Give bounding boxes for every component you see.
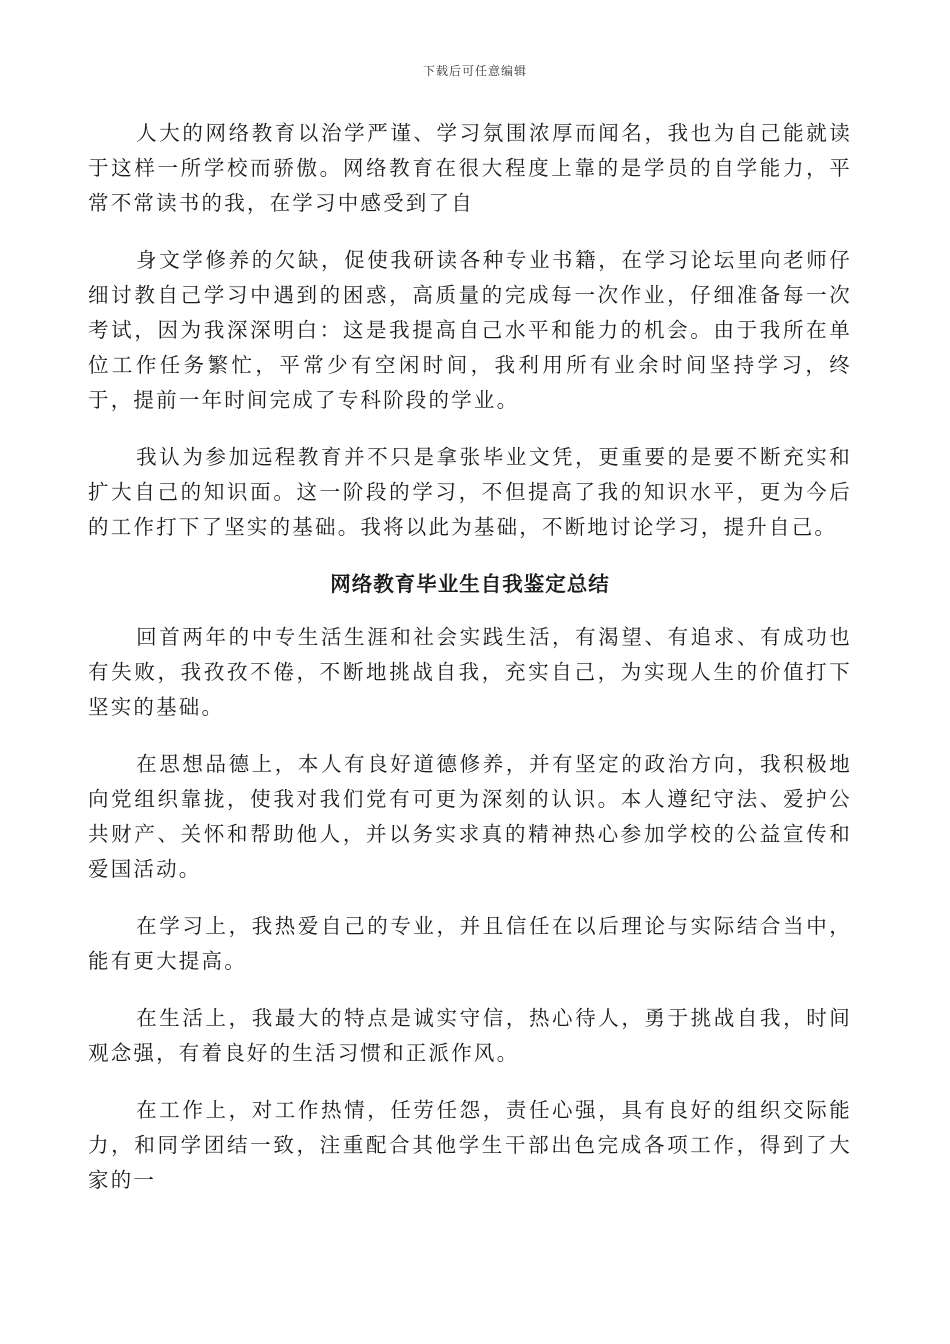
paragraph: 在思想品德上，本人有良好道德修养，并有坚定的政治方向，我积极地向党组织靠拢，使我对我们党有可更为深刻的认识。本人遵纪守法、爱护公共财产、关怀和帮助他人，并以务实求真的精神热心参加学校的公益宣传和爱国活动。 xyxy=(88,752,852,881)
paragraph: 身文学修养的欠缺，促使我研读各种专业书籍，在学习论坛里向老师仔细讨教自己学习中遇到的困惑，高质量的完成每一次作业，仔细准备每一次考试，因为我深深明白：这是我提高自己水平和能力的机会。由于我所在单位工作任务繁忙，平常少有空闲时间，我利用所有业余时间坚持学习，终于，提前一年时间完成了专科阶段的学业。 xyxy=(88,248,852,412)
paragraph: 我认为参加远程教育并不只是拿张毕业文凭，更重要的是要不断充实和扩大自己的知识面。这一阶段的学习，不但提高了我的知识水平，更为今后的工作打下了坚实的基础。我将以此为基础，不断地讨论学习，提升自己。 xyxy=(88,445,852,539)
paragraph: 在生活上，我最大的特点是诚实守信，热心待人，勇于挑战自我，时间观念强，有着良好的生活习惯和正派作风。 xyxy=(88,1006,852,1065)
paragraph: 人大的网络教育以治学严谨、学习氛围浓厚而闻名，我也为自己能就读于这样一所学校而骄傲。网络教育在很大程度上靠的是学员的自学能力，平常不常读书的我，在学习中感受到了自 xyxy=(88,121,852,215)
document-body xyxy=(88,116,852,1220)
paragraph: 在学习上，我热爱自己的专业，并且信任在以后理论与实际结合当中，能有更大提高。 xyxy=(88,914,852,973)
paragraph: 在工作上，对工作热情，任劳任怨，责任心强，具有良好的组织交际能力，和同学团结一致，注重配合其他学生干部出色完成各项工作，得到了大家的一 xyxy=(88,1098,852,1192)
page-header: 下载后可任意编辑 xyxy=(422,64,527,78)
paragraph: 回首两年的中专生活生涯和社会实践生活，有渴望、有追求、有成功也有失败，我孜孜不倦，不断地挑战自我，充实自己，为实现人生的价值打下坚实的基础。 xyxy=(88,625,852,719)
section-title: 网络教育毕业生自我鉴定总结 xyxy=(330,572,610,596)
